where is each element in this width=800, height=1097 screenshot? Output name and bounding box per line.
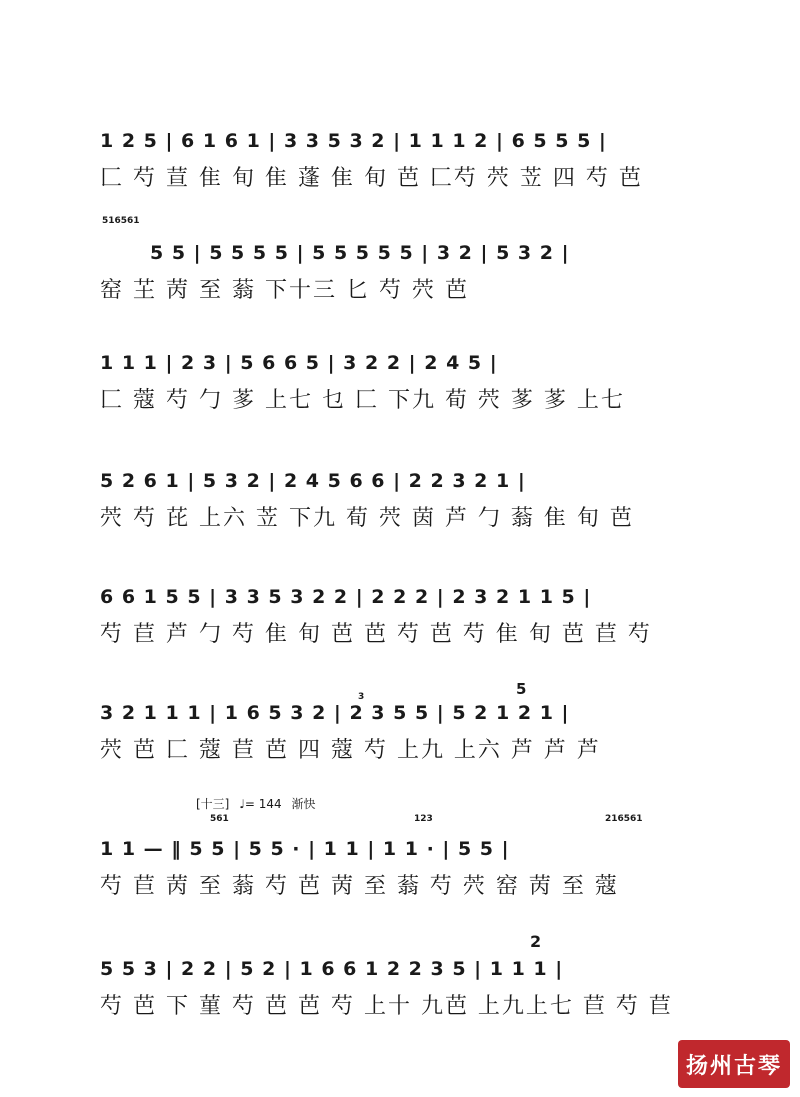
jianpu-line: 5 5 | 5 5 5 5 | 5 5 5 5 5 | 3 2 | 5 3 2 | [150,242,570,264]
grace-notes-3: 216561 [605,814,643,824]
section-number: [十三] [196,797,230,811]
jianzipu-line: 茓 芭 匚 蔻 苣 芭 四 蔻 芍 上九 上六 芦 芦 芦 [100,737,601,763]
jianpu-line: 1 1 — ‖ 5 5 | 5 5 · | 1 1 | 1 1 · | 5 5 | [100,838,510,860]
grace-notes: 516561 [102,216,140,226]
site-logo [678,1040,790,1088]
triplet-mark: 3 [358,692,365,702]
music-system-8 [100,932,720,1024]
big-note-mark: 2 [530,932,542,951]
logo-text: 扬州古琴 [685,1053,782,1079]
jianzipu-line: 茓 芍 芘 上六 苙 下九 荀 茓 茵 芦 勹 蓊 隹 旬 芭 [100,505,634,531]
jianzipu-line: 芍 苣 芦 勹 芍 隹 旬 芭 芭 芍 芭 芍 隹 旬 芭 苣 芍 [100,621,652,647]
jianpu-line: 5 5 3 | 2 2 | 5 2 | 1 6 6 1 2 2 3 5 | 1 1 1 | [100,958,564,980]
jianzipu-line: 芍 苣 苪 至 蓊 芍 芭 苪 至 蓊 芍 茓 窑 苪 至 蔻 [100,873,619,899]
music-system-2 [100,216,720,308]
music-system-7 [100,814,720,904]
jianpu-line: 3 2 1 1 1 | 1 6 5 3 2 | 2 3 5 5 | 5 2 1 2 1 | [100,702,570,724]
grace-notes-2: 123 [414,814,433,824]
tempo-value: ♩= 144 [239,797,282,811]
slur-top-note: 5 [516,680,527,698]
jianpu-line: 6 6 1 5 5 | 3 3 5 3 2 2 | 2 2 2 | 2 3 2 1 1 5 | [100,586,592,608]
music-system-4 [100,458,720,536]
music-system-5 [100,574,720,652]
jianzipu-line: 芍 芭 下 菫 芍 芭 芭 芍 上十 九芭 上九上七 苣 芍 苣 [100,993,673,1019]
jianpu-line: 1 2 5 | 6 1 6 1 | 3 3 5 3 2 | 1 1 1 2 | 6 5 5 5 | [100,130,607,152]
tempo-word: 渐快 [291,797,316,811]
jianpu-line: 1 1 1 | 2 3 | 5 6 6 5 | 3 2 2 | 2 4 5 | [100,352,498,374]
music-system-1 [100,118,720,196]
music-system-6 [100,680,720,768]
jianzipu-line: 匚 蔻 芍 勹 茤 上七 乜 匚 下九 荀 茓 茤 茤 上七 [100,387,625,413]
music-system-3 [100,340,720,418]
jianzipu-line: 窑 芏 苪 至 蓊 下十三 匕 芍 茓 芭 [100,277,469,303]
jianpu-line: 5 2 6 1 | 5 3 2 | 2 4 5 6 6 | 2 2 3 2 1 | [100,470,526,492]
tempo-marking [196,795,321,812]
jianzipu-line: 匚 芍 荁 隹 旬 隹 蓬 隹 旬 芭 匚芍 茓 苙 四 芍 芭 [100,165,643,191]
grace-notes: 561 [210,814,229,824]
